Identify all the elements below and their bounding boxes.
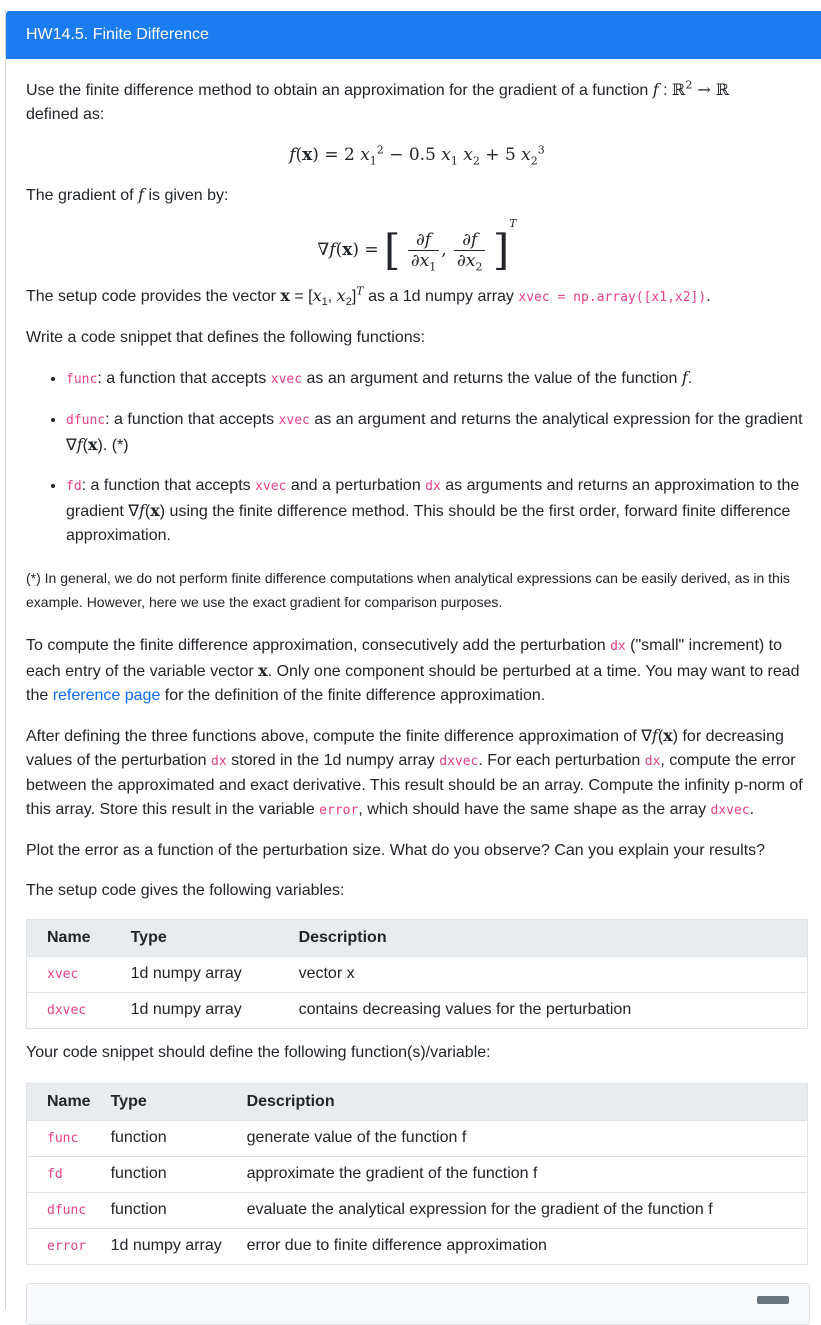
gradient-equation: ∇f(x) = [ $\frac{\partial f}{\partial x_1}$ , $\frac{\partial f}{\partial x_2}$ ]$^T$ xyxy=(317,217,517,275)
question-header xyxy=(6,11,821,59)
collapse-button[interactable] xyxy=(757,1296,789,1304)
write-line: Write a code snippet that defines the following functions: xyxy=(26,328,426,346)
plot-line: Plot the error as a function of the perturbation size. What do you observe? Can you explain your results? xyxy=(26,841,766,859)
table-row: dxvec 1d numpy array contains decreasing values for the perturbation xyxy=(27,992,808,1028)
after-paragraph: After defining the three functions above, compute the finite difference approximation of ∇f(x) for decreasing values of the perturbation dx stored in the 1d numpy array dxvec. For each perturbation dx, compute the error between the approximated and exact derivative. This result should be an array. Compute the infinity p-norm of this array. Store this result in the variable error, which should have the same shape as the array dxvec. xyxy=(26,725,803,818)
table-row: dfunc function evaluate the analytical expression for the gradient of the function f xyxy=(27,1192,808,1228)
list-item: • fd: a function that accepts xvec and a perturbation dx as arguments and returns an approximation to the gradient ∇f(x) using the finite difference method. This should be the first order, forward finite difference approximation. xyxy=(66,474,808,548)
function-equation: f(x) = 2 $x_1^2 - 0.5$ $x_1$ $x_2 + 5$ $x_2^3$ xyxy=(289,143,545,168)
footnote: (*) In general, we do not perform finite difference computations when analytical expressions can be easily derived, as in this example. However, here we use the exact gradient for comparison purposes. xyxy=(26,569,790,610)
define-variables-table: Name Type Description func function generate value of the function f fd function approximate the gradient of the function f dfunc function evaluate the analytical expression for the gradient of the function f error 1d numpy array error due to finite difference approximation xyxy=(26,1083,808,1265)
list-item: • dfunc: a function that accepts xvec as an argument and returns the analytical expression for the gradient ∇f(x). (*) xyxy=(66,408,808,458)
question-body xyxy=(26,78,808,1281)
define-line: Your code snippet should define the following function(s)/variable: xyxy=(26,1043,491,1061)
table-row: fd function approximate the gradient of the function f xyxy=(27,1156,808,1192)
gradient-intro: The gradient of f is given by: xyxy=(26,185,229,204)
question-title: HW14.5. Finite Difference xyxy=(26,26,209,43)
setup-vars-line: The setup code gives the following variables: xyxy=(26,881,345,899)
setup-vector-line: The setup code provides the vector $x = [x_1$, $x_2]^T$ as a 1d numpy array xvec = np.array([x1,x2]). xyxy=(26,284,711,308)
function-list xyxy=(26,366,808,548)
table-row: error 1d numpy array error due to finite difference approximation xyxy=(27,1228,808,1264)
intro-paragraph: Use the finite difference method to obtain an approximation for the gradient of a function f : ℝ$^2$ → ℝ defined as: xyxy=(26,78,730,123)
table-row: xvec 1d numpy array vector x xyxy=(27,956,808,992)
answer-card xyxy=(26,1283,810,1325)
setup-variables-table: Name Type Description xvec 1d numpy array vector x dxvec 1d numpy array contains decreasing values for the perturbation xyxy=(26,919,808,1029)
list-item: • func: a function that accepts xvec as an argument and returns the value of the function f. xyxy=(66,366,808,392)
perturbation-paragraph: To compute the finite difference approximation, consecutively add the perturbation dx ("small" increment) to each entry of the variable vector x. Only one component should be perturbed at a time. You may want to read the reference page for the definition of the finite difference approximation. xyxy=(26,636,800,704)
table-row: func function generate value of the function f xyxy=(27,1120,808,1156)
reference-page-link[interactable]: reference page xyxy=(52,686,161,704)
